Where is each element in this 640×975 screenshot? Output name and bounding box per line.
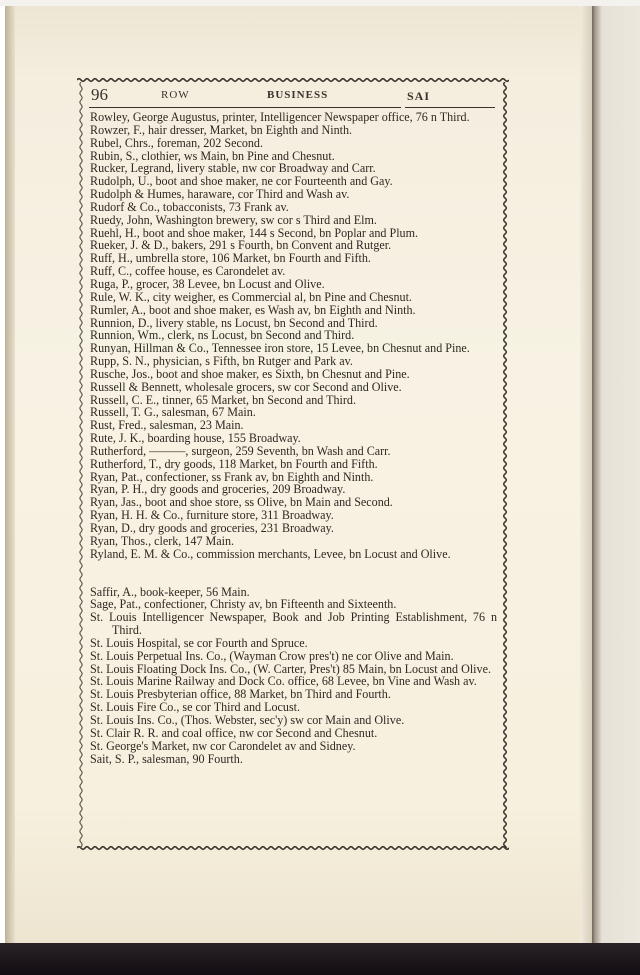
directory-entry: St. Louis Fire Co., se cor Third and Locust.	[90, 700, 301, 715]
entries-r-section	[90, 111, 497, 561]
directory-entry: Rule, W. K., city weigher, es Commercial al, bn Pine and Chesnut.	[90, 289, 412, 304]
directory-entry: Sage, Pat., confectioner, Christy av, bn Fifteenth and Sixteenth.	[90, 597, 397, 612]
directory-entry: Rudorf & Co., tobacconists, 73 Frank av.	[90, 199, 289, 214]
wavy-border-left	[77, 82, 85, 848]
directory-entry: Russell, T. G., salesman, 67 Main.	[90, 405, 256, 420]
running-head-left: ROW	[161, 89, 190, 101]
header-rule	[89, 107, 495, 108]
section-gap	[90, 561, 497, 586]
directory-entry: Runyan, Hillman & Co., Tennessee iron store, 15 Levee, bn Chesnut and Pine.	[90, 341, 470, 356]
page-number: 96	[91, 85, 108, 104]
directory-entry: Ryan, P. H., dry goods and groceries, 209 Broadway.	[90, 482, 346, 497]
directory-entry: St. Louis Presbyterian office, 88 Market, bn Third and Fourth.	[90, 687, 391, 702]
directory-entry: Rubel, Chrs., foreman, 202 Second.	[90, 135, 263, 150]
directory-entry: Rudolph, U., boot and shoe maker, ne cor Fourteenth and Gay.	[90, 174, 393, 189]
directory-entry: Ryan, Pat., confectioner, ss Frank av, bn Eighth and Ninth.	[90, 469, 374, 484]
directory-entry: St. Louis Perpetual Ins. Co., (Wayman Crow pres't) ne cor Olive and Main.	[90, 648, 454, 663]
directory-entry: Rusche, Jos., boot and shoe maker, es Sixth, bn Chesnut and Pine.	[90, 366, 410, 381]
directory-entry: St. Louis Floating Dock Ins. Co., (W. Carter, Pres't) 85 Main, bn Locust and Olive.	[90, 661, 491, 676]
directory-entry: Ruga, P., grocer, 38 Levee, bn Locust and Olive.	[90, 276, 325, 291]
directory-entry: Rubin, S., clothier, ws Main, bn Pine and Chesnut.	[90, 148, 335, 163]
directory-entry: Ruff, C., coffee house, es Carondelet av.	[90, 264, 286, 279]
entries-s-section	[90, 586, 497, 766]
directory-entry: Rowzer, F., hair dresser, Market, bn Eighth and Ninth.	[90, 122, 353, 137]
directory-entries	[90, 111, 497, 765]
directory-entry: St. Louis Hospital, se cor Fourth and Spruce.	[90, 635, 308, 650]
directory-entry: Russell, C. E., tinner, 65 Market, bn Second and Third.	[90, 392, 356, 407]
directory-entry: Ryan, D., dry goods and groceries, 231 Broadway.	[90, 521, 334, 535]
directory-entry: Rupp, S. N., physician, s Fifth, bn Rutger and Park av.	[90, 354, 353, 369]
directory-entry: Rowley, George Augustus, printer, Intelligencer Newspaper office, 76 n Third.	[90, 110, 470, 124]
directory-entry: Runnion, D., livery stable, ns Locust, bn Second and Third.	[90, 315, 378, 330]
directory-entry: Ruff, H., umbrella store, 106 Market, bn Fourth and Fifth.	[90, 251, 371, 266]
scanner-background	[0, 943, 640, 975]
directory-entry: Rucker, Legrand, livery stable, nw cor Broadway and Carr.	[90, 161, 376, 176]
wavy-border-bottom	[77, 844, 509, 852]
book-page	[5, 6, 592, 943]
directory-entry: Rutherford, ———, surgeon, 259 Seventh, bn Wash and Carr.	[90, 443, 391, 458]
running-head-right: SAI	[407, 89, 431, 103]
directory-entry: Rust, Fred., salesman, 23 Main.	[90, 418, 244, 433]
directory-entry: Russell & Bennett, wholesale grocers, sw cor Second and Olive.	[90, 379, 402, 394]
ornamental-border-frame	[77, 76, 509, 852]
directory-entry: St. Louis Marine Railway and Dock Co. office, 68 Levee, bn Vine and Wash av.	[90, 674, 477, 689]
directory-entry: Rumler, A., boot and shoe maker, es Wash av, bn Eighth and Ninth.	[90, 302, 416, 317]
running-head-center: BUSINESS	[267, 89, 329, 101]
header-rule-gap	[401, 105, 405, 109]
directory-entry: Rueker, J. & D., bakers, 291 s Fourth, bn Convent and Rutger.	[90, 238, 392, 253]
directory-entry: Sait, S. P., salesman, 90 Fourth.	[90, 751, 243, 766]
next-page-edge	[592, 6, 640, 943]
directory-entry: Saffir, A., book-keeper, 56 Main.	[90, 584, 250, 599]
running-header	[89, 84, 495, 106]
directory-entry: Rudolph & Humes, haraware, cor Third and Wash av.	[90, 187, 350, 202]
directory-entry: Ryan, H. H. & Co., furniture store, 311 Broadway.	[90, 508, 334, 523]
directory-entry: St. Clair R. R. and coal office, nw cor Second and Chesnut.	[90, 725, 378, 740]
directory-entry: Rute, J. K., boarding house, 155 Broadway.	[90, 431, 301, 446]
directory-entry: Rutherford, T., dry goods, 118 Market, bn Fourth and Fifth.	[90, 456, 378, 471]
directory-entry: Ruedy, John, Washington brewery, sw cor s Third and Elm.	[90, 212, 377, 227]
directory-entry: Ryan, Jas., boot and shoe store, ss Olive, bn Main and Second.	[90, 495, 393, 510]
directory-entry: Ruehl, H., boot and shoe maker, 144 s Second, bn Poplar and Plum.	[90, 225, 419, 240]
directory-entry: Runnion, Wm., clerk, ns Locust, bn Second and Third.	[90, 328, 355, 343]
wavy-border-top	[77, 76, 509, 84]
directory-entry: St. George's Market, nw cor Carondelet av and Sidney.	[90, 738, 356, 753]
directory-entry: Ryan, Thos., clerk, 147 Main.	[90, 533, 235, 548]
wavy-border-right	[501, 82, 509, 848]
directory-entry: St. Louis Intelligencer Newspaper, Book and Job Printing Establishment, 76 n Third.	[90, 610, 497, 638]
directory-entry: St. Louis Ins. Co., (Thos. Webster, sec'y) sw cor Main and Olive.	[90, 712, 405, 727]
directory-entry: Ryland, E. M. & Co., commission merchants, Levee, bn Locust and Olive.	[90, 546, 451, 561]
